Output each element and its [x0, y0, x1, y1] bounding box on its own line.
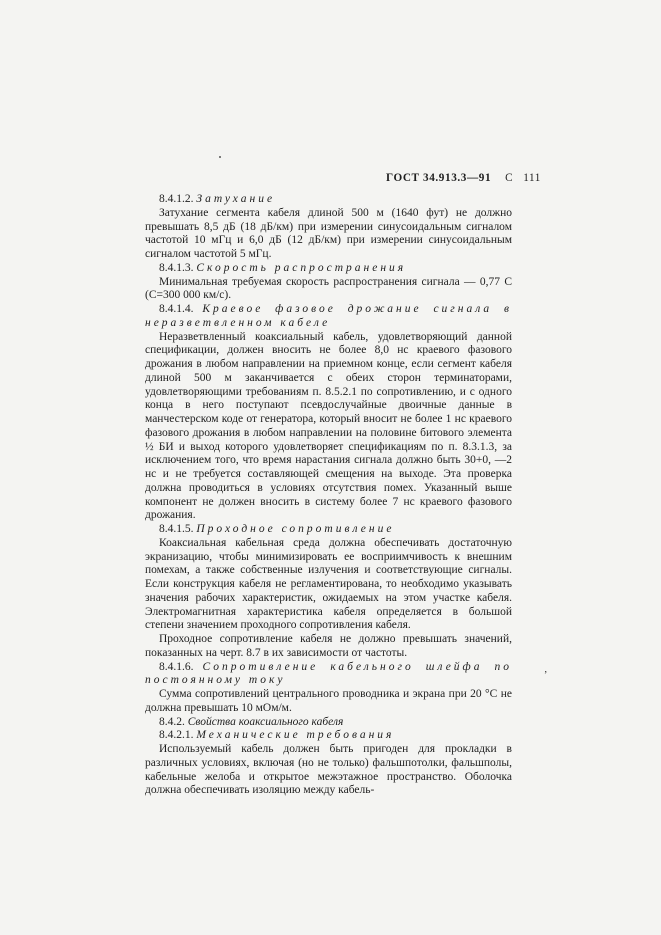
- page-letter: С: [505, 172, 514, 184]
- section-heading: [145, 716, 512, 730]
- page-number: 111: [523, 172, 541, 184]
- section-heading: [145, 523, 512, 537]
- section-heading: [145, 193, 512, 207]
- section-number: 8.4.1.3.: [159, 261, 197, 274]
- body-paragraph: Неразветвленный коаксиальный кабель, удовлетворяющий данной спецификации, должен вносить не более 8,0 нс краевого фазового дрожания в любом направлении на приемном конце, если сегмент кабеля длиной 500 м заканчивается с обеих сторон терминаторами, удовлетворяющими требованиям п. 8.5.2.1 по сопротивлению, и с одного конца в него поступают псевдослучайные двоичные данные в манчестерском коде от генератора, который вносит не более 1 нс краевого фазового дрожания в любом направлении на половине битового элемента ½ БИ и выход которого удовлетворяет спецификациям по п. 8.3.1.3, за исключением того, что время нарастания сигнала должно быть 30+0, —2 нс и не требуется составляющей смещения на выходе. Эта проверка должна проводиться в условиях отсутствия помех. Указанный выше компонент не должен вносить в систему более 7 нс краевого фазового дрожания.: [145, 330, 512, 522]
- section-title: Сопротивление кабельного шлейфа по постоянному току: [145, 660, 512, 687]
- body-paragraph: Сумма сопротивлений центрального проводника и экрана при 20 °С не должна превышать 10 мОм/м.: [145, 688, 512, 714]
- body-paragraph: Затухание сегмента кабеля длиной 500 м (1640 фут) не должно превышать 8,5 дБ (18 дБ/км) при измерении синусоидальным сигналом частотой 10 мГц и 6,0 дБ (12 дБ/км) при измерении синусоидальным сигналом частотой 5 мГц.: [145, 206, 512, 260]
- stray-mark: ’: [544, 670, 548, 681]
- body-paragraph: Используемый кабель должен быть пригоден для прокладки в различных условиях, включая (но не только) фальшпотолки, фальшполы, кабельные желоба и открытое межэтажное пространство. Оболочка должна обеспечивать изоляцию между кабель-: [145, 743, 512, 797]
- section-number: 8.4.2.1.: [159, 729, 197, 742]
- document-body: [145, 193, 512, 798]
- standard-code: ГОСТ 34.913.3—91: [386, 172, 492, 184]
- section-number: 8.4.1.5.: [159, 523, 197, 535]
- section-title: Затухание: [196, 193, 276, 205]
- body-paragraph: Коаксиальная кабельная среда должна обеспечивать достаточную экранизацию, чтобы минимизировать ее восприимчивость к внешним помехам, а также собственные излучения и соответствующие сигналы. Если конструкция кабеля не регламентирована, то необходимо указывать значения рабочих характеристик, ожидаемых на этом участке кабеля. Электромагнитная характеристика кабеля определяется в большой степени значением проходного сопротивления кабеля.: [145, 536, 512, 632]
- section-title: Скорость распространения: [196, 261, 407, 274]
- speck: [219, 156, 221, 158]
- section-title: Проходное сопротивление: [196, 523, 395, 535]
- section-heading: [145, 661, 512, 689]
- body-paragraph: Минимальная требуемая скорость распространения сигнала — 0,77 С (С=300 000 км/с).: [145, 275, 512, 302]
- section-title: Краевое фазовое дрожание сигнала в неразветвленном кабеле: [145, 303, 512, 329]
- page-header: [386, 172, 541, 184]
- section-number: 8.4.1.6.: [159, 660, 203, 673]
- section-heading: [145, 262, 512, 276]
- section-heading: [145, 729, 512, 743]
- body-paragraph: Проходное сопротивление кабеля не должно превышать значений, показанных на черт. 8.7 в их зависимости от частоты.: [145, 633, 512, 659]
- section-title: Свойства коаксиального кабеля: [187, 715, 344, 728]
- section-number: 8.4.1.4.: [159, 303, 203, 315]
- section-title: Механические требования: [196, 729, 395, 742]
- section-heading: [145, 303, 512, 331]
- section-number: 8.4.1.2.: [159, 193, 197, 205]
- section-number: 8.4.2.: [159, 715, 188, 728]
